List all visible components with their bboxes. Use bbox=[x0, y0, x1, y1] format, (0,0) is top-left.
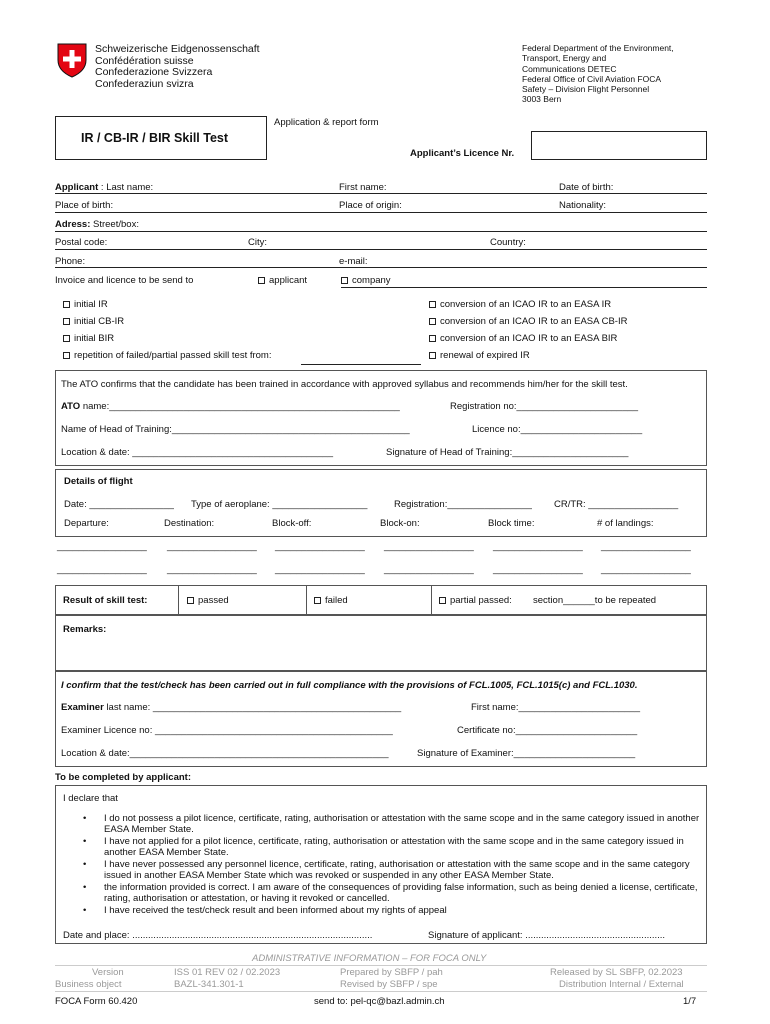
org-line: Confederaziun svizra bbox=[95, 77, 194, 90]
option-label: initial CB-IR bbox=[74, 316, 125, 327]
dept-line: Communications DETEC bbox=[522, 63, 617, 74]
option-repetition[interactable] bbox=[63, 350, 271, 361]
cr-tr-field[interactable]: CR/TR: _________________ bbox=[554, 499, 679, 510]
checkbox-icon bbox=[314, 597, 321, 604]
revised-by: Revised by SBFP / spe bbox=[340, 979, 438, 990]
distribution: Distribution Internal / External bbox=[559, 979, 684, 990]
dept-line: Federal Department of the Environment, bbox=[522, 43, 674, 53]
result-partial-checkbox[interactable] bbox=[439, 595, 512, 606]
aeroplane-type-field[interactable]: Type of aeroplane: __________________ bbox=[191, 499, 368, 510]
phone-line[interactable] bbox=[55, 267, 707, 268]
remarks-label: Remarks: bbox=[63, 624, 107, 635]
option-conversion-cb-ir[interactable] bbox=[429, 316, 627, 327]
invoice-company-checkbox[interactable] bbox=[341, 275, 391, 286]
place-of-birth-label: Place of birth: bbox=[55, 200, 114, 211]
flight-details-section bbox=[55, 469, 707, 537]
checkbox-icon bbox=[63, 335, 70, 342]
block-time-header: Block time: bbox=[488, 518, 535, 529]
option-conversion-bir[interactable] bbox=[429, 333, 617, 344]
form-subtitle: Application & report form bbox=[274, 117, 379, 128]
address-bold: Adress: bbox=[55, 219, 91, 230]
org-line: Confederazione Svizzera bbox=[95, 66, 213, 78]
postal-line[interactable] bbox=[55, 249, 707, 250]
checkbox-icon bbox=[439, 597, 446, 604]
applicant-label: Applicant bbox=[55, 182, 99, 193]
result-divider bbox=[431, 586, 432, 614]
remarks-section[interactable] bbox=[55, 615, 707, 671]
footer-divider bbox=[55, 965, 707, 966]
option-label: renewal of expired IR bbox=[440, 350, 530, 361]
date-of-birth-label: Date of birth: bbox=[559, 182, 614, 193]
dept-line: 3003 Bern bbox=[522, 94, 562, 105]
invoice-label: Invoice and licence to be send to bbox=[55, 275, 194, 286]
result-failed-checkbox[interactable] bbox=[314, 595, 348, 606]
flight-date-field[interactable]: Date: ________________ bbox=[64, 499, 174, 510]
option-label: conversion of an ICAO IR to an EASA CB-IR bbox=[440, 316, 628, 327]
address-label bbox=[55, 219, 139, 230]
admin-info-heading: ADMINISTRATIVE INFORMATION – FOR FOCA ONLY bbox=[252, 953, 487, 964]
company-line[interactable] bbox=[341, 287, 707, 288]
departure-header: Departure: bbox=[64, 518, 109, 529]
examiner-label: Examiner bbox=[61, 702, 104, 713]
result-divider bbox=[178, 586, 179, 614]
birth-line[interactable] bbox=[55, 212, 707, 213]
checkbox-icon bbox=[187, 597, 194, 604]
first-name-label: First name: bbox=[339, 182, 387, 193]
org-line: Schweizerische Eidgenossenschaft bbox=[95, 43, 260, 55]
option-initial-bir[interactable] bbox=[63, 333, 114, 344]
checkbox-icon bbox=[429, 335, 436, 342]
option-label: repetition of failed/partial passed skill test from: bbox=[74, 350, 272, 361]
applicant-last-name-label bbox=[55, 182, 153, 193]
declaration-item: • the information provided is correct. I am aware of the consequences of providing false information, such as being denied a license, certificate, rating, authorisation or attestation, or having it revoked or cancelled. bbox=[56, 882, 702, 904]
ato-name-field[interactable] bbox=[61, 401, 400, 412]
ato-section bbox=[55, 370, 707, 466]
option-renewal[interactable] bbox=[429, 350, 530, 361]
partial-label: partial passed: bbox=[450, 595, 512, 606]
flight-cell[interactable]: _________________ bbox=[167, 541, 257, 552]
examiner-last-name-field[interactable] bbox=[61, 702, 401, 713]
email-label: e-mail: bbox=[339, 256, 368, 267]
ato-licence-no-field[interactable]: Licence no:_______________________ bbox=[472, 424, 643, 435]
examiner-last-name-label: last name: _______________________________________________ bbox=[103, 702, 402, 713]
section-repeat-field[interactable]: section______to be repeated bbox=[533, 595, 657, 606]
declaration-intro: I declare that bbox=[63, 793, 118, 804]
destination-header: Destination: bbox=[164, 518, 215, 529]
option-initial-cb-ir[interactable] bbox=[63, 316, 124, 327]
flight-cell[interactable]: _________________ bbox=[275, 541, 365, 552]
org-line: Confédération suisse bbox=[95, 54, 194, 67]
invoice-company-label: company bbox=[352, 275, 391, 286]
option-label: initial IR bbox=[74, 299, 108, 310]
flight-cell[interactable]: _________________ bbox=[167, 564, 257, 575]
last-name-label: : Last name: bbox=[98, 182, 154, 193]
block-on-header: Block-on: bbox=[380, 518, 420, 529]
flight-cell[interactable]: _________________ bbox=[384, 564, 474, 575]
option-initial-ir[interactable] bbox=[63, 299, 108, 310]
version-value: ISS 01 REV 02 / 02.2023 bbox=[174, 967, 281, 978]
result-section bbox=[55, 585, 707, 615]
ato-confirm-text: The ATO confirms that the candidate has been trained in accordance with approved syllabus and recommends him/her for the skill test. bbox=[61, 379, 628, 390]
declaration-section bbox=[55, 785, 707, 944]
licence-nr-label: Applicant’s Licence Nr. bbox=[410, 148, 515, 159]
declaration-item: • I have never possessed any personnel licence, certificate, rating, authorisation or attestation with the same scope and in the same category issued in another EASA Member State which was revoked or suspended in any other EASA Member State. bbox=[56, 859, 702, 881]
postal-code-label: Postal code: bbox=[55, 237, 108, 248]
checkbox-icon bbox=[429, 318, 436, 325]
ato-location-date-field[interactable]: Location & date: ______________________________________ bbox=[61, 447, 334, 458]
landings-header: # of landings: bbox=[597, 518, 654, 529]
dept-line: Safety – Division Flight Personnel bbox=[522, 84, 650, 95]
flight-details-title: Details of flight bbox=[64, 476, 133, 487]
footer-divider bbox=[55, 991, 707, 992]
place-of-origin-label: Place of origin: bbox=[339, 200, 402, 211]
result-label: Result of skill test: bbox=[63, 595, 148, 606]
flight-cell[interactable]: _________________ bbox=[601, 541, 691, 552]
flight-cell[interactable]: _________________ bbox=[384, 541, 474, 552]
nationality-label: Nationality: bbox=[559, 200, 606, 211]
invoice-applicant-label: applicant bbox=[269, 275, 308, 286]
licence-nr-input[interactable] bbox=[531, 131, 707, 160]
form-title-box bbox=[55, 116, 267, 160]
flight-cell[interactable]: _________________ bbox=[275, 564, 365, 575]
prepared-by: Prepared by SBFP / pah bbox=[340, 967, 443, 978]
registration-no-field[interactable]: Registration no:_______________________ bbox=[450, 401, 639, 412]
failed-label: failed bbox=[325, 595, 348, 606]
result-passed-checkbox[interactable] bbox=[187, 595, 229, 606]
examiner-location-date-field[interactable]: Location & date:_________________________________________________ bbox=[61, 748, 389, 759]
dept-line: Federal Office of Civil Aviation FOCA bbox=[522, 73, 662, 84]
version-label: Version bbox=[92, 967, 124, 978]
examiner-first-name-field[interactable]: First name:_______________________ bbox=[471, 702, 641, 713]
invoice-applicant-checkbox[interactable] bbox=[258, 275, 307, 286]
repetition-date-line[interactable] bbox=[301, 364, 421, 365]
country-label: Country: bbox=[490, 237, 526, 248]
result-divider bbox=[306, 586, 307, 614]
phone-label: Phone: bbox=[55, 256, 86, 267]
checkbox-icon bbox=[429, 301, 436, 308]
applicant-name-line[interactable] bbox=[55, 193, 707, 194]
applicant-signature-field[interactable]: Signature of applicant: ..................................................... bbox=[428, 930, 666, 941]
flight-cell[interactable]: _________________ bbox=[57, 541, 147, 552]
checkbox-icon bbox=[63, 301, 70, 308]
flight-cell[interactable]: _________________ bbox=[601, 564, 691, 575]
checkbox-icon bbox=[63, 352, 70, 359]
examiner-section bbox=[55, 671, 707, 767]
declaration-item: • I have received the test/check result and been informed about my rights of appeal bbox=[56, 905, 702, 916]
confederation-name bbox=[95, 44, 260, 90]
checkbox-icon bbox=[258, 277, 265, 284]
send-to-email[interactable]: send to: pel-qc@bazl.admin.ch bbox=[314, 996, 445, 1007]
page-number: 1/7 bbox=[683, 996, 697, 1007]
examiner-licence-field[interactable]: Examiner Licence no: _____________________________________________ bbox=[61, 725, 393, 736]
flight-cell[interactable]: _________________ bbox=[493, 541, 583, 552]
street-label: Street/box: bbox=[90, 219, 139, 230]
declaration-item: • I do not possess a pilot licence, certificate, rating, authorisation or attestation with the same scope and in the same category issued in another EASA Member State. bbox=[56, 813, 702, 835]
examiner-confirm-text: I confirm that the test/check has been carried out in full compliance with the provisions of FCL.1005, FCL.1015(c) and FCL.1030. bbox=[61, 680, 638, 691]
checkbox-icon bbox=[63, 318, 70, 325]
swiss-coat-of-arms-icon bbox=[57, 43, 87, 78]
examiner-signature-field[interactable]: Signature of Examiner:_______________________ bbox=[417, 748, 636, 759]
checkbox-icon bbox=[341, 277, 348, 284]
business-object-label: Business object bbox=[55, 979, 122, 990]
dept-line: Transport, Energy and bbox=[522, 53, 607, 64]
released-by: Released by SL SBFP, 02.2023 bbox=[550, 967, 683, 978]
option-label: conversion of an ICAO IR to an EASA IR bbox=[440, 299, 612, 310]
address-line[interactable] bbox=[55, 231, 707, 232]
passed-label: passed bbox=[198, 595, 229, 606]
option-label: initial BIR bbox=[74, 333, 115, 344]
flight-registration-field[interactable]: Registration:________________ bbox=[394, 499, 532, 510]
declaration-heading: To be completed by applicant: bbox=[55, 772, 192, 783]
option-conversion-ir[interactable] bbox=[429, 299, 611, 310]
form-title: IR / CB-IR / BIR Skill Test bbox=[81, 131, 229, 145]
certificate-no-field[interactable]: Certificate no:_______________________ bbox=[457, 725, 638, 736]
option-label: conversion of an ICAO IR to an EASA BIR bbox=[440, 333, 618, 344]
city-label: City: bbox=[248, 237, 267, 248]
applicant-date-place-field[interactable]: Date and place: ........................................................................................... bbox=[63, 930, 373, 941]
ato-label: ATO bbox=[61, 401, 81, 412]
signature-head-field[interactable]: Signature of Head of Training:______________________ bbox=[386, 447, 629, 458]
declaration-list bbox=[56, 813, 702, 917]
checkbox-icon bbox=[429, 352, 436, 359]
business-object-value: BAZL-341.301-1 bbox=[174, 979, 244, 990]
ato-name-label: name:_______________________________________________________ bbox=[80, 401, 400, 412]
head-of-training-field[interactable]: Name of Head of Training:_____________________________________________ bbox=[61, 424, 410, 435]
department-address bbox=[522, 43, 674, 105]
form-number: FOCA Form 60.420 bbox=[55, 996, 138, 1007]
block-off-header: Block-off: bbox=[272, 518, 312, 529]
flight-cell[interactable]: _________________ bbox=[493, 564, 583, 575]
declaration-item: • I have not applied for a pilot licence, certificate, rating, authorisation or attestation with the same scope and in the same category issued in another EASA Member State. bbox=[56, 836, 702, 858]
flight-cell[interactable]: _________________ bbox=[57, 564, 147, 575]
